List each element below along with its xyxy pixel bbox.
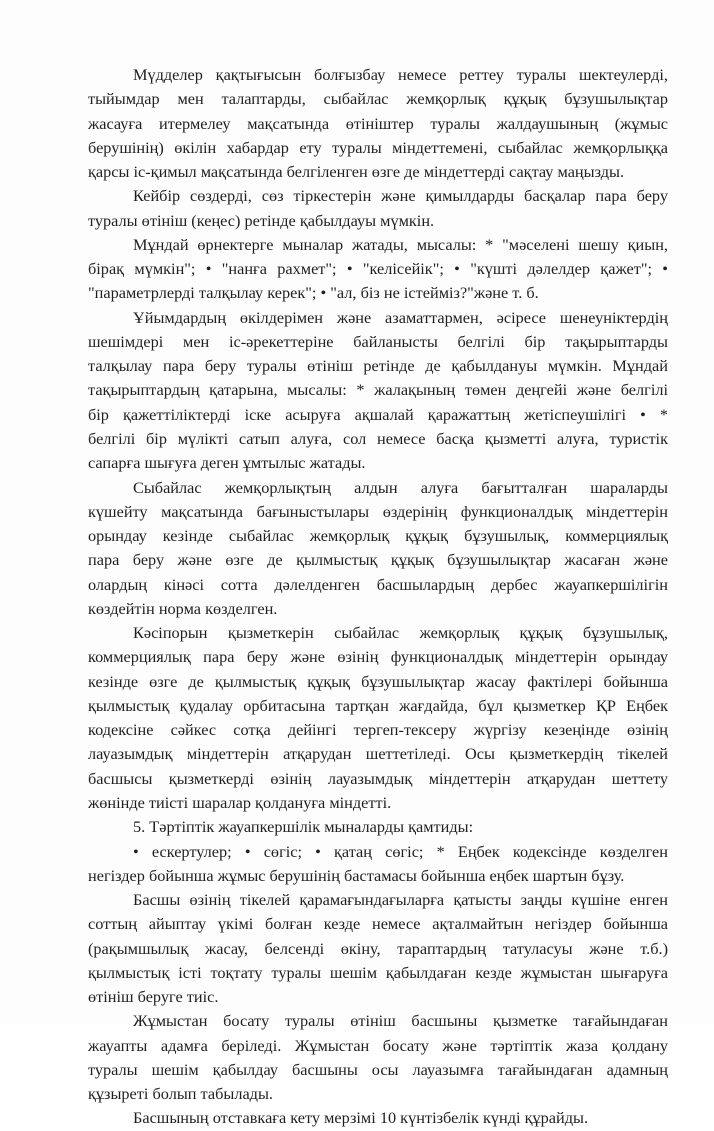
text-line: "параметрлерді талқылау керек"; • "ал, біз не істейміз?"және т. б. (88, 283, 539, 303)
text-line: (рақымшылық жасау, белсенді өкіну, тараптардың татуласуы және т.б.) (88, 938, 668, 958)
paragraph-conflict-of-interest (88, 63, 668, 184)
document-body (88, 63, 668, 1131)
text-line: Сыбайлас жемқорлықтың алдын алуға бағытталған шараларды (133, 477, 668, 497)
bullet-list-line: • ескертулер; • сөгіс; • қатаң сөгіс; * Еңбек кодексінде көзделген (133, 841, 668, 861)
text-line: коммерциялық пара беру және өзінің функционалдық міндеттерін орындау (88, 647, 668, 667)
text-line: құзыреті болып табылады. (88, 1084, 273, 1104)
section-heading-disciplinary (88, 815, 668, 839)
section-heading: 5. Тәртіптік жауапкершілік мыналарды қамтиды: (133, 817, 474, 837)
text-line: тыйымдар мен талаптарды, сыбайлас жемқорлық құқық бұзушылықтар (88, 89, 668, 109)
text-line: Кейбір сөздерді, сөз тіркестерін және қимылдарды басқалар пара беру (133, 186, 668, 206)
text-line: шешімдері мен іс-әрекеттеріне байланысты белгілі бір тақырыптарды (88, 331, 668, 351)
paragraph-employee-suspension (88, 621, 668, 815)
text-line: пара беру және өзге де қылмыстық құқық бұзушылықтар жасаған және (88, 550, 668, 570)
text-line: лауазымдық міндеттерін атқарудан шеттетіледі. Осы қызметкердің тікелей (88, 744, 668, 764)
text-line: қылмыстық істі тоқтату туралы шешім қабылдаған кезде жұмыстан шығаруға (88, 962, 668, 982)
text-line: берушінің) өкілін хабардар ету туралы міндеттемені, сыбайлас жемқорлыққа (88, 137, 668, 157)
text-line: соттың айыптау үкімі болған кезде немесе ақталмайтын негіздер бойынша (88, 914, 668, 934)
text-line: кодексіне сәйкес сотқа дейінгі тергеп-тексеру жүргізу кезеңінде өзінің (88, 720, 668, 740)
text-line: Мүдделер қақтығысын болғызбау немесе реттеу туралы шектеулерді, (133, 65, 668, 84)
text-line: қарсы іс-қимыл мақсатында белгіленген өзге де міндеттерді сақтау маңызды. (88, 162, 625, 182)
text-line: Басшы өзінің тікелей қарамағындағыларға қатысты заңды күшіне енген (133, 890, 668, 910)
text-line: Мұндай өрнектерге мыналар жатады, мысалы: * "мәселені шешу қиын, (133, 234, 668, 254)
text-line: жауапты адамға беріледі. Жұмыстан босату және тәртіптік жаза қолдану (88, 1035, 668, 1055)
text-line: Басшының отставкаға кету мерзімі 10 күнтізбелік күнді құрайды. (133, 1108, 589, 1128)
text-line: жөнінде тиісті шаралар қолдануға міндетті. (88, 792, 392, 812)
text-line: Кәсіпорын қызметкерін сыбайлас жемқорлық құқық бұзушылық, (133, 623, 668, 643)
text-line: туралы өтініш (кеңес) ретінде қабылдауы мүмкін. (88, 210, 435, 230)
paragraph-resignation-term (88, 1106, 668, 1130)
text-line: талқылау пара беру туралы өтініш ретінде де қабылдануы мүмкін. Мұндай (88, 356, 668, 376)
paragraph-prevention-measures (88, 476, 668, 622)
text-line: қылмыстық қудалау орбитасына тартқан жағдайда, бұл қызметкер ҚР Еңбек (88, 695, 668, 715)
text-line: туралы шешім қабылдау басшыны осы лауазымға тағайындаған адамның (88, 1059, 668, 1079)
text-line: сапарға шығуға деген ұмтылыс жатады. (88, 453, 366, 473)
paragraph-disciplinary-list (88, 840, 668, 889)
paragraph-words-as-bribe-request (88, 184, 668, 233)
text-line: негіздер бойынша жұмыс берушінің бастамасы бойынша еңбек шартын бұзу. (88, 865, 625, 885)
paragraph-resignation-obligation (88, 888, 668, 1009)
paragraph-expressions-examples (88, 233, 668, 306)
text-line: белгілі бір мүлікті сатып алуға, сол немесе басқа қызметті алуға, туристік (88, 428, 668, 448)
text-line: кезінде өзге де қылмыстық құқық бұзушылықтар жасау фактілері бойынша (88, 671, 668, 691)
text-line: бірақ мүмкін"; • "нанға рахмет"; • "келісейік"; • "күшті дәлелдер қажет"; • (88, 259, 668, 279)
text-line: Ұйымдардың өкілдерімен және азаматтармен, әсіресе шенеуніктердің (133, 307, 668, 327)
text-line: жасауға итермелеу мақсатында өтініштер туралы жалдаушының (жұмыс (88, 113, 668, 133)
text-line: олардың кінәсі сотта дәлелденген басшылардың дербес жауапкершілігін (88, 574, 668, 594)
text-line: күшейту мақсатында бағыныстылары өздерінің функционалдық міндеттерін (88, 501, 668, 521)
text-line: тақырыптардың қатарына, мысалы: * жалақының төмен деңгейі және белгілі (88, 380, 668, 400)
text-line: басшысы қызметкерді өзінің лауазымдық міндеттерін атқарудан шеттету (88, 768, 668, 788)
text-line: өтініш беруге тиіс. (88, 987, 219, 1007)
paragraph-topics-discussion (88, 306, 668, 476)
text-line: көздейтін норма көзделген. (88, 598, 278, 618)
text-line: Жұмыстан босату туралы өтініш басшыны қызметке тағайындаған (133, 1011, 668, 1031)
text-line: бір қажеттіліктерді іске асыруға ақшалай қаражаттың жетіспеушілігі • * (88, 404, 668, 424)
text-line: орындау кезінде сыбайлас жемқорлық құқық бұзушылық, коммерциялық (88, 526, 668, 546)
